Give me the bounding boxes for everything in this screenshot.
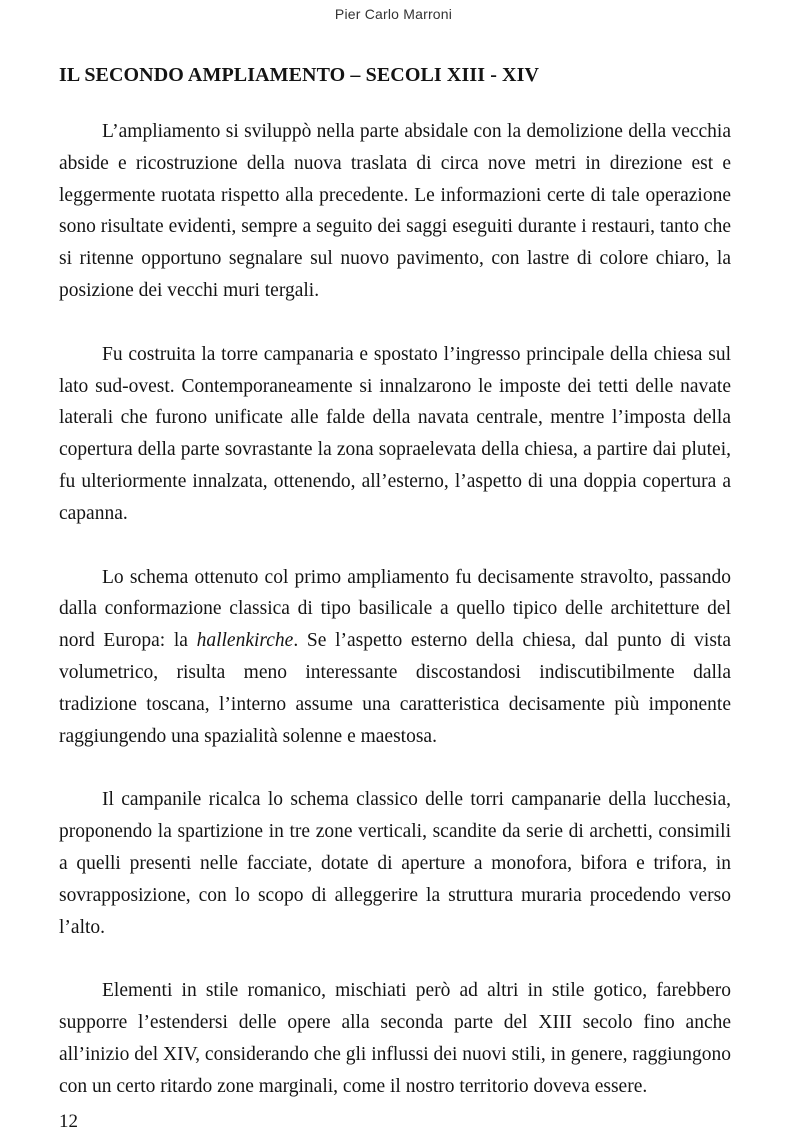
chapter-title: IL SECONDO AMPLIAMENTO – SECOLI XIII - XIV xyxy=(59,64,540,86)
paragraph-text-after: . Se l’aspetto esterno della chiesa, dal punto di vista volumetrico, risulta meno interessante discostandosi indiscutibilmente dalla tradizione toscana, l’interno assume una caratteristica decisamente più imponente raggiungendo una spazialità solenne e maestosa. xyxy=(59,630,732,747)
running-header: Pier Carlo Marroni xyxy=(334,6,453,22)
paragraph-campanile: Il campanile ricalca lo schema classico delle torri campanarie della lucchesia, proponendo la spartizione in tre zone verticali, scandite da serie di archetti, consimili a quelli presenti nelle facciate, dotate di aperture a monofora, bifora e trifora, in sovrapposizione, con lo scopo di alleggerire la struttura muraria procedendo verso l’alto. xyxy=(59,789,731,938)
page-number: 12 xyxy=(59,1111,78,1132)
body-text xyxy=(59,116,731,1135)
paragraph-elementi-stile: Elementi in stile romanico, mischiati però ad altri in stile gotico, farebbero supporre l’estendersi delle opere alla seconda parte del XIII secolo fino anche all’inizio del XIV, considerando che gli influssi dei nuovi stili, in genere, raggiungono con un certo ritardo zone marginali, come il nostro territorio doveva essere. xyxy=(59,980,731,1097)
paragraph-schema-hallenkirche xyxy=(59,562,731,753)
paragraph-abside: L’ampliamento si sviluppò nella parte absidale con la demolizione della vecchia abside e ricostruzione della nuova traslata di circa nove metri in direzione est e leggermente ruotata rispetto alla precedente. Le informazioni certe di tale operazione sono risultate evidenti, sempre a seguito dei saggi eseguiti durante i restauri, tanto che si ritenne opportuno segnalare sul nuovo pavimento, con lastre di colore chiaro, la posizione dei vecchi muri tergali. xyxy=(59,121,731,301)
italic-term: hallenkirche xyxy=(196,630,294,652)
paragraph-torre-campanaria: Fu costruita la torre campanaria e spostato l’ingresso principale della chiesa sul lato sud-ovest. Contemporaneamente si innalzarono le imposte dei tetti delle navate laterali che furono unificate alle falde della navata centrale, mentre l’imposta della copertura della parte sovrastante la zona sopraelevata della chiesa, a partire dai plutei, fu ulteriormente innalzata, ottenendo, all’esterno, l’aspetto di una doppia copertura a capanna. xyxy=(59,343,731,524)
paragraph-text-before: Lo schema ottenuto col primo ampliamento fu decisamente stravolto, passando dalla conformazione classica di tipo basilicale a quello tipico delle architetture del nord Europa: la xyxy=(59,566,731,652)
